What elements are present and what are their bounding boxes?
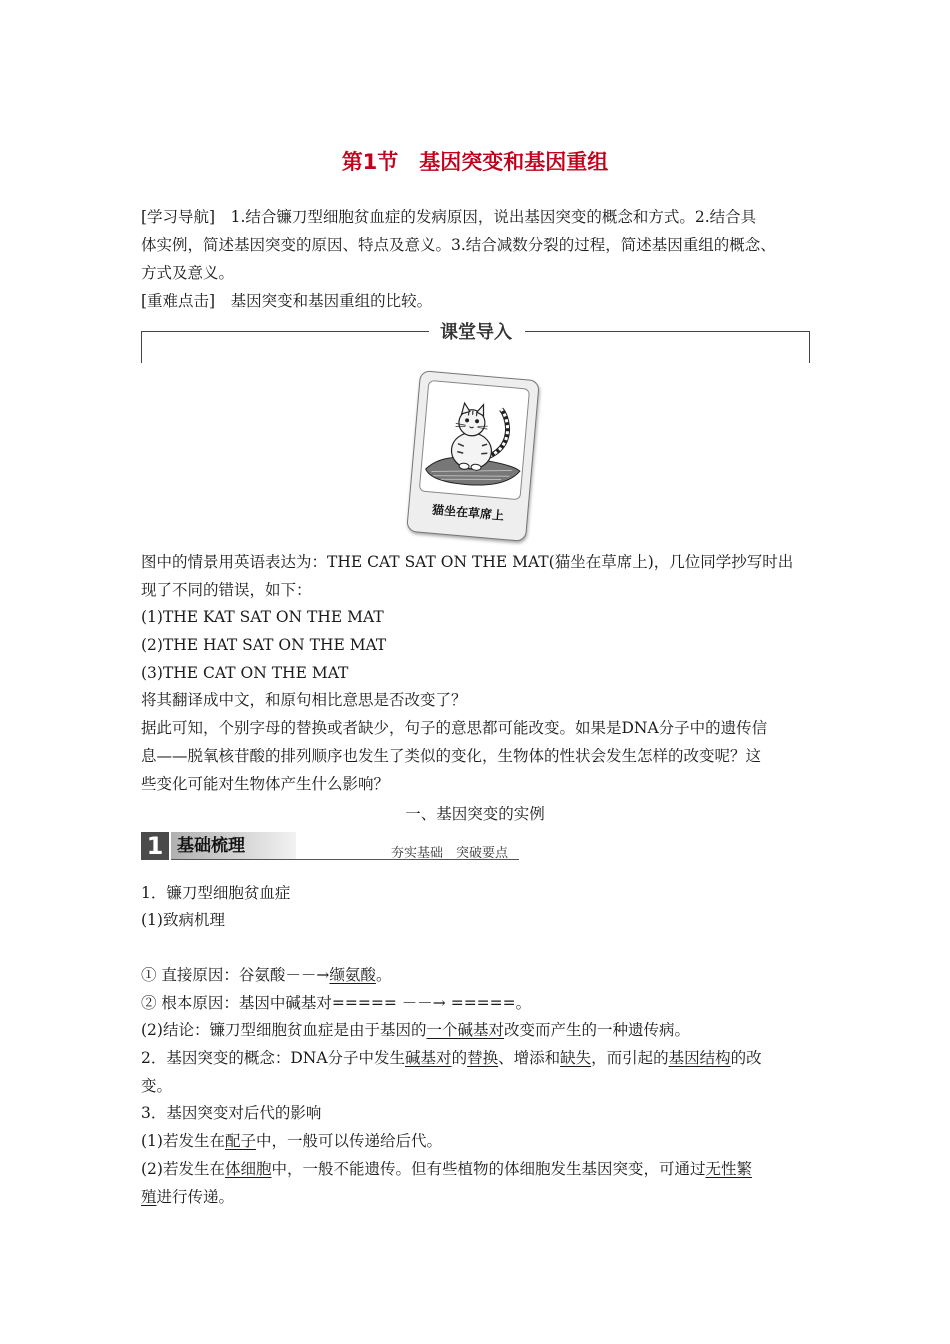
intro-paragraph-line: 图中的情景用英语表达为：THE CAT SAT ON THE MAT(猫坐在草席上)，几位同学抄写时出 bbox=[141, 553, 794, 571]
item-3-heading: 3．基因突变对后代的影响 bbox=[141, 1104, 322, 1122]
cat-picture-card bbox=[406, 370, 540, 542]
learning-guide-line-1: [学习导航] 1.结合镰刀型细胞贫血症的发病原因，说出基因突变的概念和方式。2.结合具 bbox=[141, 208, 757, 226]
item-3-1: (1)若发生在配子中，一般可以传递给后代。 bbox=[141, 1132, 442, 1150]
conclusion: (2)结论：镰刀型细胞贫血症是由于基因的一个碱基对改变而产生的一种遗传病。 bbox=[141, 1021, 690, 1039]
learning-guide-line-2: 体实例，简述基因突变的原因、特点及意义。3.结合减数分裂的过程，简述基因重组的概念、 bbox=[141, 236, 776, 254]
example-3: (3)THE CAT ON THE MAT bbox=[141, 664, 349, 682]
learning-guide-line-3: 方式及意义。 bbox=[141, 264, 235, 282]
example-2: (2)THE HAT SAT ON THE MAT bbox=[141, 636, 387, 654]
example-1: (1)THE KAT SAT ON THE MAT bbox=[141, 608, 384, 626]
mutation-definition-cont: 变。 bbox=[141, 1077, 173, 1095]
item-3-2-cont: 殖进行传递。 bbox=[141, 1188, 235, 1206]
intro-paragraph-line: 据此可知，个别字母的替换或者缺少，句子的意思都可能改变。如果是DNA分子中的遗传信 bbox=[141, 719, 768, 737]
section-subheading: 一、基因突变的实例 bbox=[405, 805, 545, 823]
intro-question: 将其翻译成中文，和原句相比意思是否改变了？ bbox=[141, 691, 467, 709]
direct-cause: ① 直接原因：谷氨酸－－→缬氨酸。 bbox=[141, 966, 392, 984]
card-caption: 猫坐在草席上 bbox=[431, 502, 505, 523]
item-3-2: (2)若发生在体细胞中，一般不能遗传。但有些植物的体细胞发生基因突变，可通过无性繁 bbox=[141, 1160, 753, 1178]
cat-on-mat-illustration bbox=[419, 380, 530, 500]
intro-paragraph-line: 现了不同的错误，如下： bbox=[141, 581, 312, 599]
intro-paragraph-line: 些变化可能对生物体产生什么影响？ bbox=[141, 775, 390, 793]
intro-label: 课堂导入 bbox=[440, 322, 512, 343]
section-name: 基础梳理 bbox=[171, 832, 296, 860]
intro-paragraph-line: 息——脱氧核苷酸的排列顺序也发生了类似的变化，生物体的性状会发生怎样的改变呢？这 bbox=[141, 747, 762, 765]
page-title: 第1节 基因突变和基因重组 bbox=[341, 150, 609, 174]
section-number: 1 bbox=[141, 832, 169, 860]
key-points: [重难点击] 基因突变和基因重组的比较。 bbox=[141, 292, 433, 310]
root-cause: ② 根本原因：基因中碱基对===== －－→ =====。 bbox=[141, 994, 532, 1012]
section-subtitle: 夯实基础 突破要点 bbox=[391, 846, 509, 861]
item-1-heading: 1．镰刀型细胞贫血症 bbox=[141, 884, 291, 902]
mutation-definition: 2．基因突变的概念：DNA分子中发生碱基对的替换、增添和缺失，而引起的基因结构的改 bbox=[141, 1049, 762, 1067]
item-1-1-heading: (1)致病机理 bbox=[141, 911, 225, 929]
